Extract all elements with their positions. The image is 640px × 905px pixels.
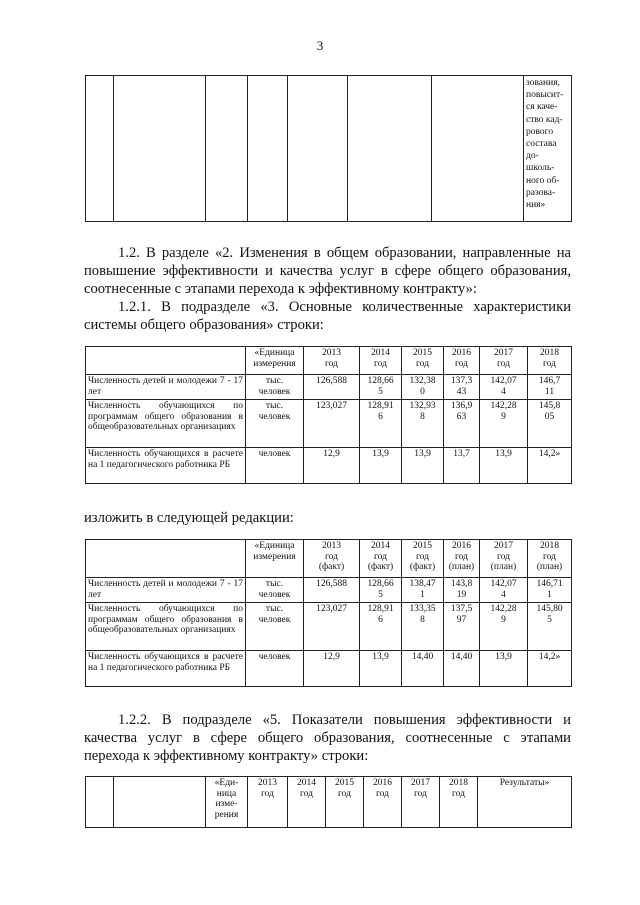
column-header: Результаты»: [478, 777, 572, 828]
column-header: 2014 год (факт): [360, 540, 402, 578]
row-label: Численность обучающихся в расчете на 1 педагогического работника РБ: [86, 651, 246, 687]
value-cell: 14,40: [402, 651, 444, 687]
value-cell: 146,71 1: [528, 578, 572, 603]
page-number: 3: [316, 38, 324, 53]
value-cell: 13,9: [480, 651, 528, 687]
value-cell: 13,9: [480, 448, 528, 484]
value-cell: 142,07 4: [480, 375, 528, 400]
value-cell: 14,2»: [528, 448, 572, 484]
paragraph-edit: изложить в следующей редакции:: [84, 510, 294, 526]
value-cell: 136,9 63: [444, 400, 480, 448]
row-label: Численность детей и молодежи 7 - 17 лет: [86, 578, 246, 603]
table-row: [86, 448, 572, 484]
value-cell: 128,91 6: [360, 400, 402, 448]
value-cell: 13,9: [360, 651, 402, 687]
value-cell: 126,588: [304, 375, 360, 400]
value-cell: 13,9: [402, 448, 444, 484]
table-cell: [248, 76, 288, 222]
value-cell: 13,7: [444, 448, 480, 484]
value-cell: 14,40: [444, 651, 480, 687]
table-row: [86, 400, 572, 448]
value-cell: 145,80 5: [528, 603, 572, 651]
value-cell: 128,91 6: [360, 603, 402, 651]
table-row: [86, 651, 572, 687]
column-header: 2017 год (план): [480, 540, 528, 578]
value-cell: 128,66 5: [360, 578, 402, 603]
row-label: Численность обучающихся по программам общего образования в общеобразовательных организациях: [86, 603, 246, 651]
value-cell: 137,3 43: [444, 375, 480, 400]
table-header-row: [86, 347, 572, 375]
column-header: 2016 год: [364, 777, 402, 828]
column-header: «Единица измерения: [246, 347, 304, 375]
column-header: 2014 год: [360, 347, 402, 375]
table-row: [86, 375, 572, 400]
value-cell: 13,9: [360, 448, 402, 484]
value-cell: 126,588: [304, 578, 360, 603]
unit-cell: человек: [246, 448, 304, 484]
column-header: 2015 год: [326, 777, 364, 828]
column-header: 2017 год: [480, 347, 528, 375]
column-header: 2013 год: [304, 347, 360, 375]
column-header: 2013 год: [248, 777, 288, 828]
value-cell: 142,28 9: [480, 603, 528, 651]
value-cell: 14,2»: [528, 651, 572, 687]
value-cell: 145,8 05: [528, 400, 572, 448]
paragraph-1-2: 1.2. В разделе «2. Изменения в общем образовании, направленные на повышение эффективности и качества услуг в сфере общего образования, соотнесенные с этапами перехода к эффективному контракту»:: [84, 245, 571, 297]
table-header-row: [86, 777, 572, 828]
value-cell: 138,47 1: [402, 578, 444, 603]
value-cell: 142,28 9: [480, 400, 528, 448]
unit-cell: тыс. человек: [246, 603, 304, 651]
value-cell: 12,9: [304, 651, 360, 687]
table-cell: [86, 76, 114, 222]
column-header: 2013 год (факт): [304, 540, 360, 578]
paragraph-1-2-1: 1.2.1. В подразделе «3. Основные количественные характеристики системы общего образования» строки:: [84, 299, 571, 333]
value-cell: 143,8 19: [444, 578, 480, 603]
table-cell: [86, 540, 246, 578]
value-cell: 133,35 8: [402, 603, 444, 651]
table-cell: [86, 777, 114, 828]
column-header: 2018 год: [528, 347, 572, 375]
column-header: 2016 год (план): [444, 540, 480, 578]
row-label: Численность обучающихся в расчете на 1 педагогического работника РБ: [86, 448, 246, 484]
value-cell: 12,9: [304, 448, 360, 484]
table-header-row: [86, 540, 572, 578]
value-cell: 142,07 4: [480, 578, 528, 603]
top-table: [85, 75, 572, 222]
characteristics-table-old: [85, 346, 572, 484]
value-cell: 132,93 8: [402, 400, 444, 448]
table-cell: [432, 76, 524, 222]
row-label: Численность обучающихся по программам общего образования в общеобразовательных организациях: [86, 400, 246, 448]
table-cell: [114, 76, 206, 222]
value-cell: 123,027: [304, 400, 360, 448]
table-cell: [114, 777, 206, 828]
indicators-table: [85, 776, 572, 828]
unit-cell: тыс. человек: [246, 578, 304, 603]
column-header: «Еди- ница изме- рения: [206, 777, 248, 828]
results-cell: зования, повысит- ся каче- ство кад- рового состава до- школь- ного об- разова- ния»: [524, 76, 572, 222]
column-header: 2016 год: [444, 347, 480, 375]
column-header: 2015 год: [402, 347, 444, 375]
table-row: [86, 578, 572, 603]
table-cell: [86, 347, 246, 375]
unit-cell: тыс. человек: [246, 400, 304, 448]
column-header: «Единица измерения: [246, 540, 304, 578]
value-cell: 137,5 97: [444, 603, 480, 651]
column-header: 2018 год (план): [528, 540, 572, 578]
column-header: 2014 год: [288, 777, 326, 828]
table-cell: [206, 76, 248, 222]
column-header: 2017 год: [402, 777, 440, 828]
unit-cell: тыс. человек: [246, 375, 304, 400]
value-cell: 123,027: [304, 603, 360, 651]
paragraph-1-2-2: 1.2.2. В подразделе «5. Показатели повышения эффективности и качества услуг в сфере общего образования, соотнесенные с этапами перехода к эффективному контракту» строки:: [84, 712, 571, 764]
table-cell: [288, 76, 348, 222]
value-cell: 146,7 11: [528, 375, 572, 400]
top-table-row: [86, 76, 572, 222]
column-header: 2015 год (факт): [402, 540, 444, 578]
table-row: [86, 603, 572, 651]
unit-cell: человек: [246, 651, 304, 687]
table-cell: [348, 76, 432, 222]
value-cell: 128,66 5: [360, 375, 402, 400]
column-header: 2018 год: [440, 777, 478, 828]
characteristics-table-new: [85, 539, 572, 687]
value-cell: 132,38 0: [402, 375, 444, 400]
row-label: Численность детей и молодежи 7 - 17 лет: [86, 375, 246, 400]
